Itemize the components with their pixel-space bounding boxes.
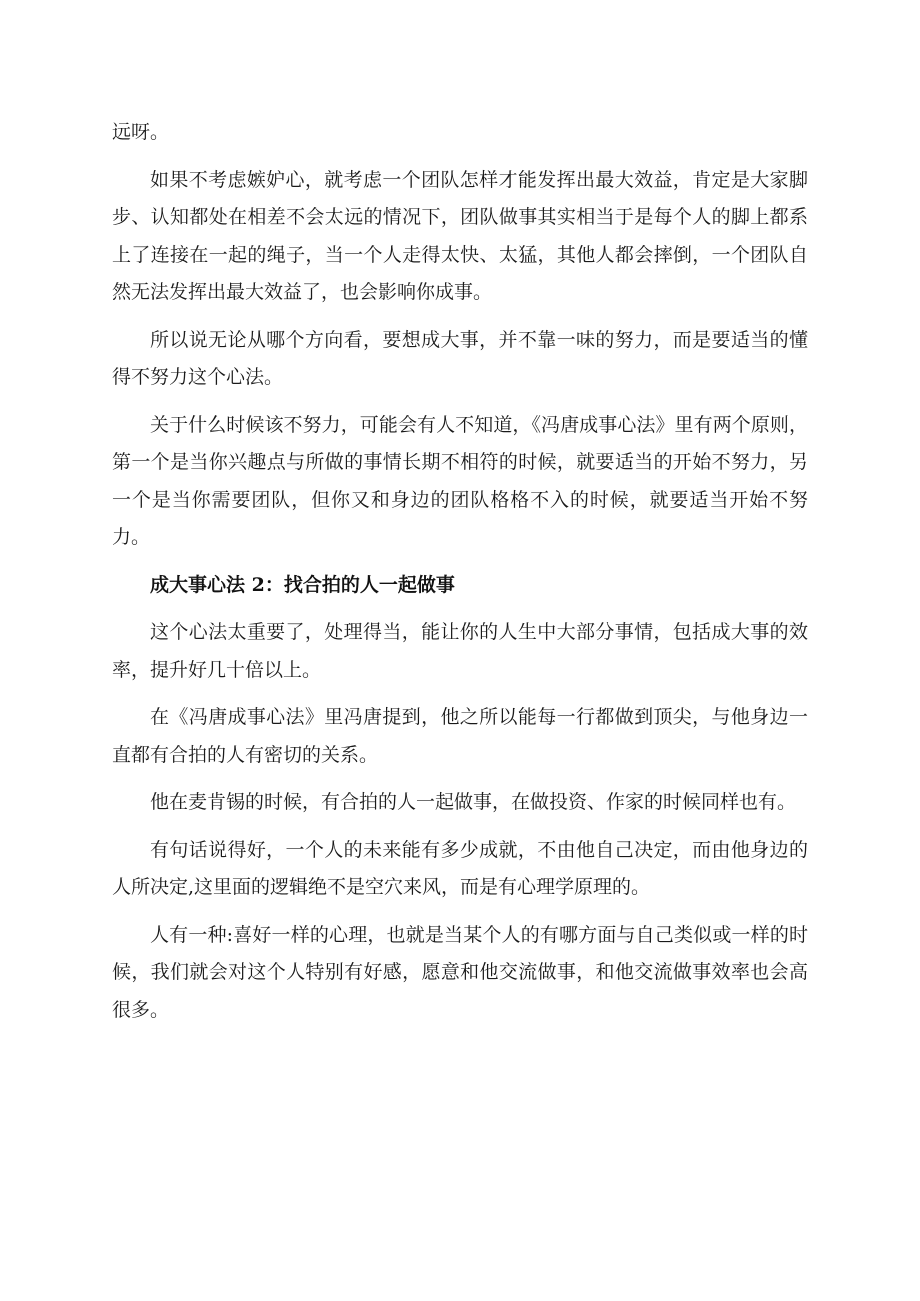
paragraph-mckinsey: 他在麦肯锡的时候，有合拍的人一起做事，在做投资、作家的时候同样也有。 bbox=[150, 791, 797, 813]
paragraph-continuation: 远呀。 bbox=[112, 121, 170, 143]
paragraph-teamwork-efficiency: 如果不考虑嫉妒心，就考虑一个团队怎样才能发挥出最大效益，肯定是大家脚步、认知都处在相差不会太远的情况下，团队做事其实相当于是每个人的脚上都系上了连接在一起的绳子，当一个人走得太快、太猛，其他人都会摔倒，一个团队自然无法发挥出最大效益了，也会影响你成事。 bbox=[112, 168, 808, 303]
paragraph-importance: 这个心法太重要了，处理得当，能让你的人生中大部分事情，包括成大事的效率，提升好几十倍以上。 bbox=[112, 621, 808, 681]
paragraph-when-not-to-effort: 关于什么时候该不努力，可能会有人不知道，《冯唐成事心法》里有两个原则，第一个是当你兴趣点与所做的事情长期不相符的时候，就要适当的开始不努力，另一个是当你需要团队，但你又和身边的团队格格不入的时候，就要适当开始不努力。 bbox=[112, 413, 808, 548]
section-heading: 成大事心法 2：找合拍的人一起做事 bbox=[150, 573, 455, 596]
document-body bbox=[112, 114, 808, 1039]
paragraph-saying: 有句话说得好，一个人的未来能有多少成就，不由他自己决定，而由他身边的人所决定,这里面的逻辑绝不是空穴来风，而是有心理学原理的。 bbox=[112, 838, 808, 898]
paragraph-fengtang-top: 在《冯唐成事心法》里冯唐提到，他之所以能每一行都做到顶尖，与他身边一直都有合拍的人有密切的关系。 bbox=[112, 706, 808, 766]
paragraph-not-effort-mindset: 所以说无论从哪个方向看，要想成大事，并不靠一味的努力，而是要适当的懂得不努力这个心法。 bbox=[112, 328, 808, 388]
paragraph-psychology: 人有一种:喜好一样的心理，也就是当某个人的有哪方面与自己类似或一样的时候，我们就会对这个人特别有好感，愿意和他交流做事，和他交流做事效率也会高很多。 bbox=[112, 923, 808, 1021]
